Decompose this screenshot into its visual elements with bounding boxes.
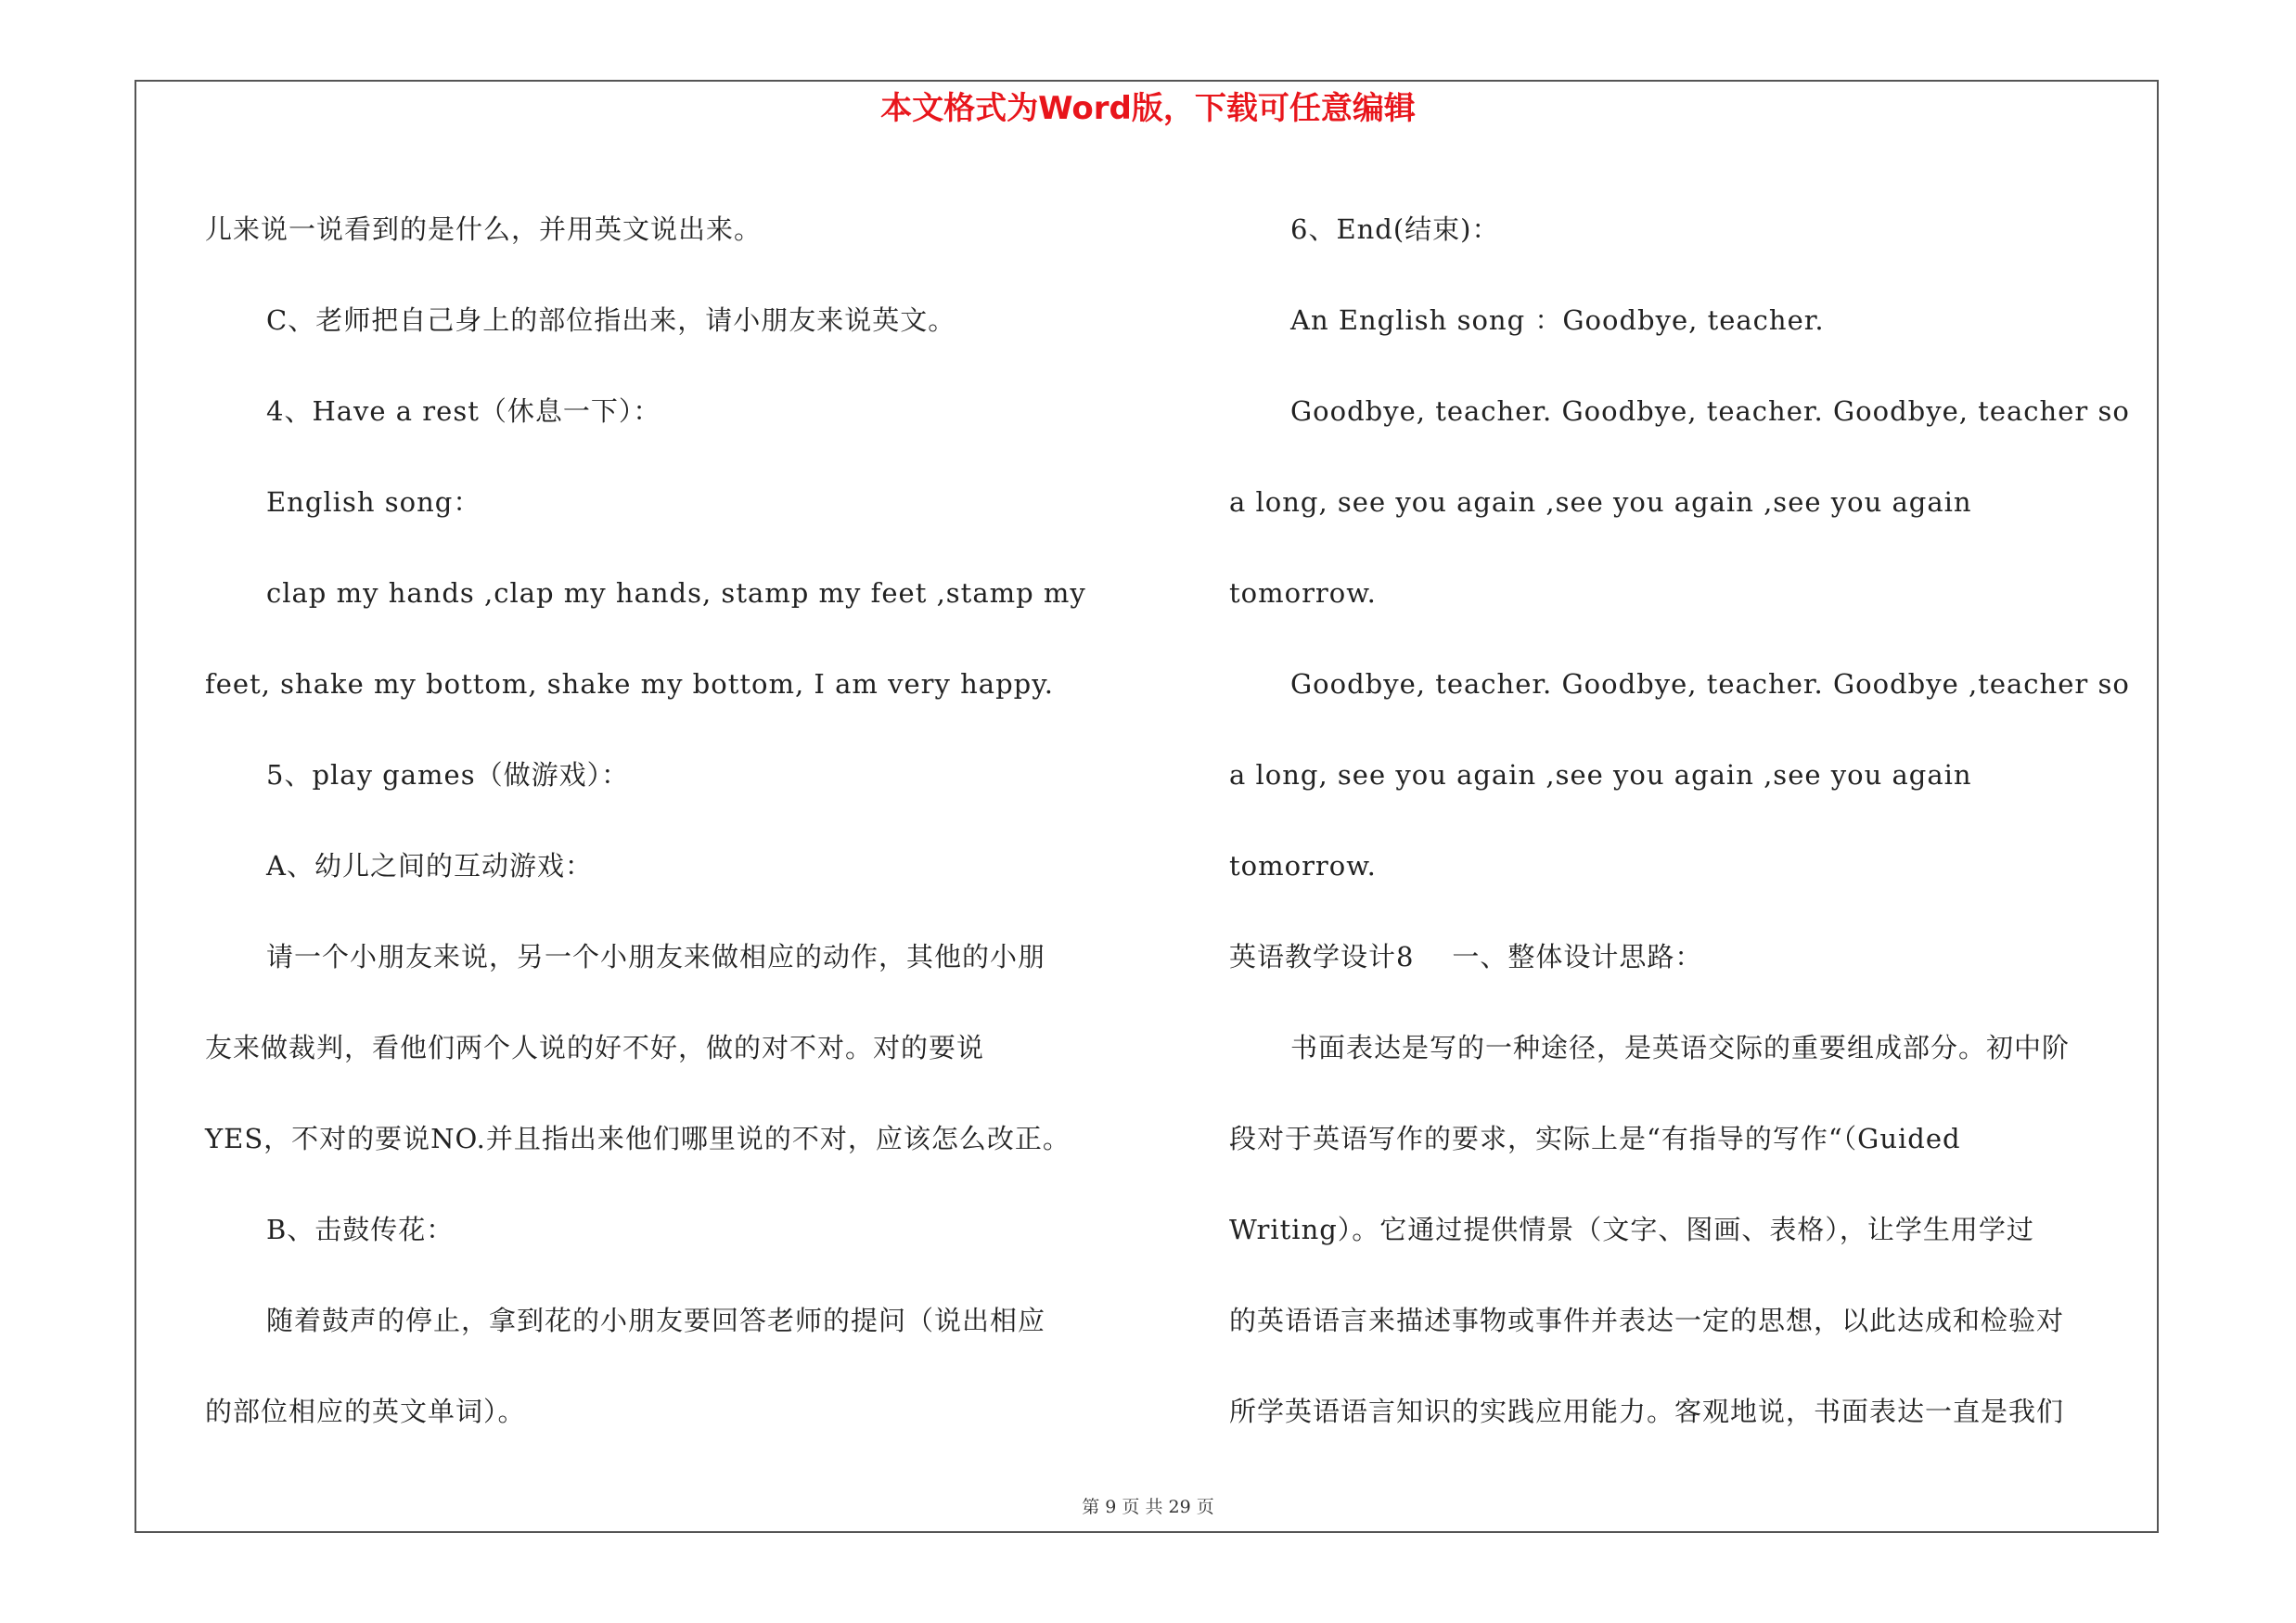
text-line: B、击鼓传花：: [266, 1214, 455, 1245]
left-column: [205, 184, 1151, 1457]
song-lyrics-line: Goodbye, teacher. Goodbye, teacher. Goodbye, teacher so: [1290, 395, 2130, 427]
song-lyrics-line: a long, see you again ,see you again ,see you again: [1229, 759, 1972, 791]
text-line: An English song ：Goodbye, teacher.: [1290, 304, 1825, 336]
word-format-banner: 本文格式为Word版，下载可任意编辑: [880, 90, 1416, 127]
song-lyrics-line: feet, shake my bottom, shake my bottom, I am very happy.: [205, 668, 1054, 700]
text-line: 的英语语言来描述事物或事件并表达一定的思想，以此达成和检验对: [1229, 1305, 2065, 1336]
section-heading: 5、play games（做游戏）：: [266, 759, 630, 791]
right-column: [1229, 184, 2157, 1457]
song-lyrics-line: tomorrow.: [1229, 577, 1377, 609]
text-line: 所学英语语言知识的实践应用能力。客观地说，书面表达一直是我们: [1229, 1396, 2065, 1427]
text-line: YES，不对的要说NO.并且指出来他们哪里说的不对，应该怎么改正。: [205, 1123, 1071, 1154]
text-line: 儿来说一说看到的是什么，并用英文说出来。: [205, 213, 763, 245]
song-lyrics-line: Goodbye, teacher. Goodbye, teacher. Goodbye ,teacher so: [1290, 668, 2130, 700]
song-lyrics-line: tomorrow.: [1229, 850, 1377, 882]
text-line: Writing）。它通过提供情景（文字、图画、表格），让学生用学过: [1229, 1214, 2034, 1245]
text-line: 友来做裁判，看他们两个人说的好不好，做的对不对。对的要说: [205, 1032, 985, 1063]
text-line: A、幼儿之间的互动游戏：: [266, 850, 593, 882]
page-number: 第 9 页 共 29 页: [1082, 1497, 1214, 1517]
text-line: 书面表达是写的一种途径，是英语交际的重要组成部分。初中阶: [1290, 1032, 2071, 1063]
text-line: 随着鼓声的停止，拿到花的小朋友要回答老师的提问（说出相应: [266, 1305, 1046, 1336]
text-line: 的部位相应的英文单词）。: [205, 1396, 526, 1427]
text-line: English song：: [266, 486, 481, 518]
text-line: 段对于英语写作的要求，实际上是“有指导的写作“（Guided: [1229, 1123, 1961, 1154]
text-line: 请一个小朋友来说，另一个小朋友来做相应的动作，其他的小朋: [266, 941, 1046, 973]
section-heading: 4、Have a rest（休息一下）：: [266, 395, 661, 427]
song-lyrics-line: clap my hands ,clap my hands, stamp my feet ,stamp my: [266, 577, 1086, 609]
text-line: C、老师把自己身上的部位指出来，请小朋友来说英文。: [266, 304, 956, 336]
song-lyrics-line: a long, see you again ,see you again ,see you again: [1229, 486, 1972, 518]
section-heading: 6、End(结束)：: [1290, 213, 1500, 245]
section-heading: 英语教学设计8 一、整体设计思路：: [1229, 941, 1703, 973]
